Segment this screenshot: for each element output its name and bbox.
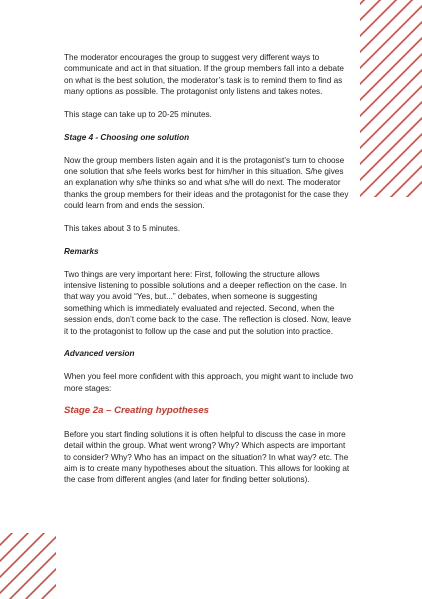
text-column <box>64 52 354 497</box>
diagonal-stripes-decoration-top <box>360 0 422 197</box>
paragraph-creating-hypotheses: Before you start finding solutions it is often helpful to discuss the case in more detail within the group. What went wrong? Why? Which aspects are important to consider? Why? Who has an impact on the situation? In what way? etc. The aim is to create many hypotheses about the situation. This allows for looking at the case from different angles (and later for finding better solutions). <box>64 429 350 485</box>
heading-stage-4: Stage 4 - Choosing one solution <box>64 132 190 142</box>
paragraph-stage-duration: This stage can take up to 20-25 minutes. <box>64 110 212 120</box>
heading-remarks: Remarks <box>64 246 99 256</box>
heading-advanced-version: Advanced version <box>64 349 135 359</box>
paragraph-choosing-solution: Now the group members listen again and it is the protagonist’s turn to choose one solution that s/he feels works best for him/her in this situation. S/he gives an explanation why s/he thinks so and what s/he will do next. The moderator thanks the group members for their ideas and the protagonist for the case they could learn from and ends the session. <box>64 155 349 211</box>
heading-stage-2a: Stage 2a – Creating hypotheses <box>64 405 210 417</box>
paragraph-advanced-version: When you feel more confident with this approach, you might want to include two more stages: <box>64 372 353 393</box>
diagonal-stripes-decoration-bottom <box>0 533 56 599</box>
paragraph-remarks: Two things are very important here: First, following the structure allows intensive listening to possible solutions and a deeper reflection on the case. In that way you avoid “Yes, but...” debates, when someone is suggesting something which is immediately evaluated and rejected. Second, when the session ends, don’t come back to the case. The reflection is closed. Now, leave it to the protagonist to follow up the case and put the solution into practice. <box>64 269 352 336</box>
paragraph-time-estimate: This takes about 3 to 5 minutes. <box>64 224 181 234</box>
paragraph-moderator-encourages: The moderator encourages the group to suggest very different ways to communicate and act in that situation. If the group members fall into a debate on what is the best solution, the moderator’s task is to remind them to find as many options as possible. The protagonist only listens and takes notes. <box>64 53 344 97</box>
